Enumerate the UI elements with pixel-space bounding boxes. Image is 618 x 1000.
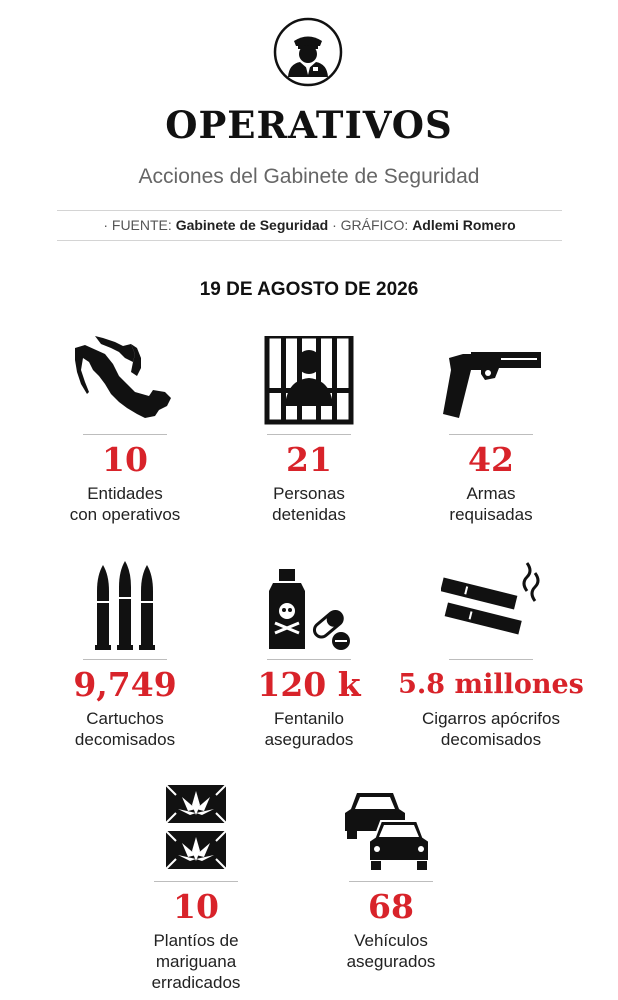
stat-label: Cartuchos decomisados bbox=[74, 709, 176, 749]
separator bbox=[83, 434, 167, 435]
stat-value: 120 k bbox=[257, 665, 361, 704]
bullets-icon bbox=[75, 561, 175, 651]
police-officer-icon bbox=[273, 17, 343, 87]
stat-value: 42 bbox=[468, 440, 514, 479]
page-title: OPERATIVOS bbox=[165, 103, 453, 147]
stat-value: 5.8 millones bbox=[398, 669, 584, 700]
stat-label: Vehículos asegurados bbox=[346, 931, 436, 971]
graphic-author: Adlemi Romero bbox=[412, 217, 516, 233]
stat-value: 10 bbox=[102, 440, 148, 479]
pistol-icon bbox=[441, 336, 541, 426]
cigarettes-icon bbox=[441, 561, 541, 651]
marijuana-plants-icon bbox=[146, 783, 246, 873]
credits-line bbox=[57, 210, 562, 241]
source-name: Gabinete de Seguridad bbox=[175, 217, 329, 233]
stat-label: Personas detenidas bbox=[272, 484, 346, 524]
separator bbox=[154, 881, 238, 882]
graphic-prefix: · GRÁFICO: bbox=[332, 217, 409, 233]
stat-value: 10 bbox=[173, 887, 219, 926]
stat-label: Plantíos de mariguana erradicados bbox=[151, 931, 241, 992]
page-subtitle: Acciones del Gabinete de Seguridad bbox=[138, 165, 480, 188]
separator bbox=[267, 434, 351, 435]
stat-label: Armas requisadas bbox=[449, 484, 533, 524]
source-prefix: · FUENTE: bbox=[103, 217, 172, 233]
stat-value: 68 bbox=[368, 887, 414, 926]
report-date: 19 DE AGOSTO DE 2026 bbox=[199, 279, 419, 300]
mexico-map-icon bbox=[75, 336, 175, 426]
stat-label: Entidades con operativos bbox=[69, 484, 181, 524]
separator bbox=[349, 881, 433, 882]
separator bbox=[83, 659, 167, 660]
separator bbox=[267, 659, 351, 660]
separator bbox=[449, 434, 533, 435]
detained-person-icon bbox=[259, 336, 359, 426]
stat-label: Cigarros apócrifos decomisados bbox=[422, 709, 560, 749]
stat-value: 9,749 bbox=[73, 665, 177, 704]
vehicles-icon bbox=[341, 783, 441, 873]
stat-label: Fentanilo asegurados bbox=[264, 709, 354, 749]
fentanyl-bottle-pills-icon bbox=[259, 561, 359, 651]
separator bbox=[449, 659, 533, 660]
stat-value: 21 bbox=[286, 440, 332, 479]
